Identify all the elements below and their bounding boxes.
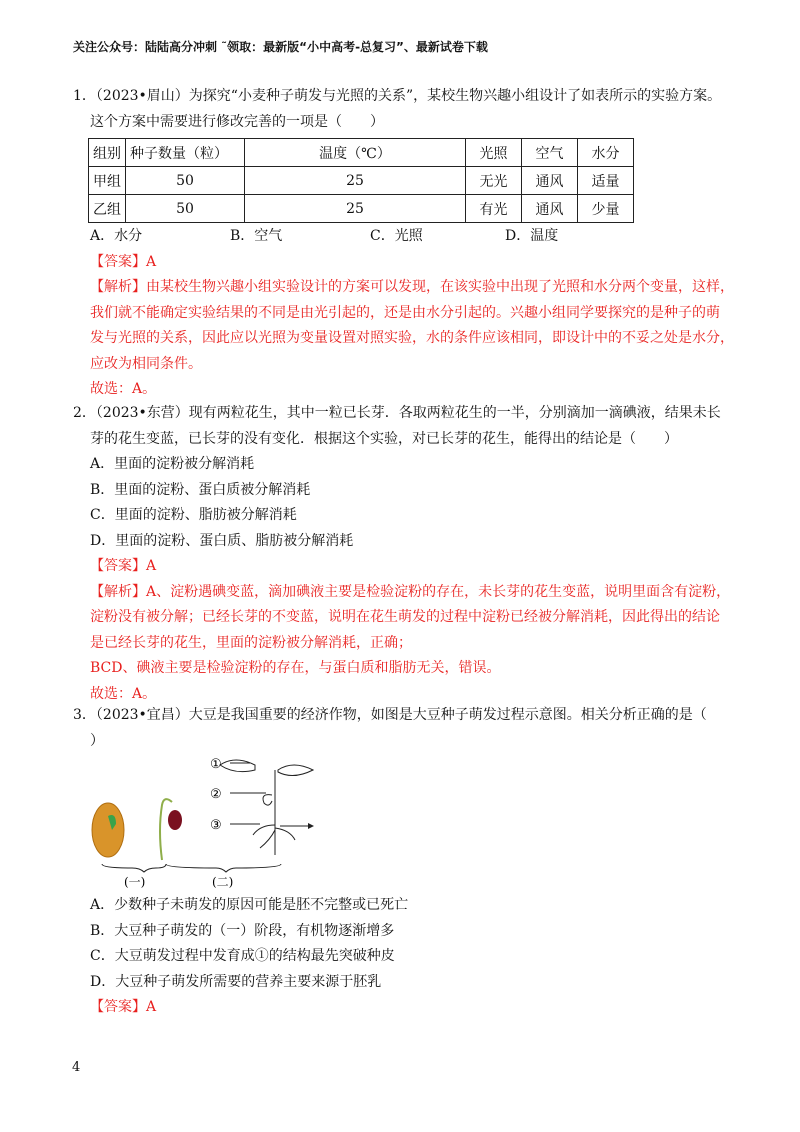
conclusion: 故选：A。 (90, 381, 157, 397)
label-1: ① (210, 757, 222, 772)
stage-1-label: (一) (124, 875, 146, 889)
question-2 (73, 401, 738, 707)
question-text: 3．（2023•宜昌）大豆是我国重要的经济作物，如图是大豆种子萌发过程示意图。相关分析正确的是（ (73, 707, 707, 723)
soybean-germination-figure (80, 750, 360, 890)
option-a: A．里面的淀粉被分解消耗 (90, 456, 255, 472)
table-cell: 有光 (466, 195, 522, 223)
table-row (89, 167, 634, 195)
option-c: C．里面的淀粉、脂肪被分解消耗 (90, 507, 297, 523)
table-cell: 50 (126, 195, 245, 223)
arrow-icon (308, 823, 314, 829)
answer: 【答案】A (90, 253, 157, 270)
question-text: 这个方案中需要进行修改完善的一项是（ ） (90, 113, 384, 130)
table-cell: 通风 (522, 195, 578, 223)
option-c: C．光照 (370, 228, 423, 244)
analysis-line: 我们就不能确定实验结果的不同是由光引起的，还是由水分引起的。兴趣小组同学要探究的是种子的萌 (90, 304, 720, 321)
options (73, 224, 738, 250)
option-a: A．少数种子未萌发的原因可能是胚不完整或已死亡 (90, 897, 409, 913)
question-text: 芽的花生变蓝，已长芽的没有变化．根据这个实验，对已长芽的花生，能得出的结论是（ ） (90, 430, 678, 447)
stage-2-label: (二) (212, 875, 234, 889)
cotyledon-icon (168, 810, 182, 830)
table-header: 水分 (578, 139, 634, 167)
option-d: D．里面的淀粉、蛋白质、脂肪被分解消耗 (90, 532, 354, 549)
table-header: 光照 (466, 139, 522, 167)
option-b: B．里面的淀粉、蛋白质被分解消耗 (90, 481, 311, 498)
question-3-options (73, 893, 738, 1021)
label-3: ③ (210, 818, 222, 833)
experiment-table (88, 138, 634, 223)
sprout-icon (160, 799, 172, 860)
option-a: A．水分 (90, 228, 143, 244)
option-d: D．温度 (505, 228, 559, 244)
analysis-line: 淀粉没有被分解；已经长芽的不变蓝，说明在花生萌发的过程中淀粉已经被分解消耗，因此得出的结论 (90, 609, 720, 625)
table-header: 温度（℃） (245, 139, 466, 167)
analysis-line: 【解析】由某校生物兴趣小组实验设计的方案可以发现，在该实验中出现了光照和水分两个变量，这样， (90, 279, 734, 295)
option-b: B．空气 (230, 228, 283, 244)
table-cell: 乙组 (89, 195, 126, 223)
question-3 (73, 703, 738, 754)
brace-icon (102, 864, 281, 872)
table-header: 种子数量（粒） (126, 139, 245, 167)
option-d: D．大豆种子萌发所需要的营养主要来源于胚乳 (90, 973, 382, 990)
question-1 (73, 84, 738, 135)
table-cell: 甲组 (89, 167, 126, 195)
seed-icon (92, 803, 124, 857)
leaves-icon (220, 760, 313, 776)
label-2: ② (210, 787, 222, 802)
table-header: 空气 (522, 139, 578, 167)
option-b: B．大豆种子萌发的（一）阶段，有机物逐渐增多 (90, 922, 395, 939)
roots-icon (253, 825, 295, 855)
stem-icon (263, 770, 275, 855)
option-c: C．大豆萌发过程中发育成①的结构最先突破种皮 (90, 948, 395, 964)
conclusion: 故选：A。 (90, 685, 157, 702)
analysis-line: 是已经长芽的花生，里面的淀粉被分解消耗，正确； (90, 634, 412, 651)
page-number: 4 (72, 1060, 81, 1075)
table-cell: 通风 (522, 167, 578, 195)
table-header: 组别 (89, 139, 126, 167)
analysis-line: 应改为相同条件。 (90, 355, 202, 372)
question-text: 1．（2023•眉山）为探究“小麦种子萌发与光照的关系”，某校生物兴趣小组设计了如表所示的实验方案。 (73, 88, 722, 104)
answer: 【答案】A (90, 999, 157, 1015)
page-header: 关注公众号：陆陆高分冲刺 ˜领取：最新版“小中高考-总复习”、最新试卷下载 (73, 40, 488, 54)
answer: 【答案】A (90, 558, 157, 574)
question-text: 2．（2023•东营）现有两粒花生，其中一粒已长芽．各取两粒花生的一半，分别滴加一滴碘液，结果未长 (73, 405, 721, 421)
table-cell: 少量 (578, 195, 634, 223)
analysis-line: BCD、碘液主要是检验淀粉的存在，与蛋白质和脂肪无关，错误。 (90, 660, 501, 676)
table-cell: 适量 (578, 167, 634, 195)
analysis-line: 发与光照的关系，因此应以光照为变量设置对照实验，水的条件应该相同，即设计中的不妥之处是水分， (90, 330, 734, 346)
table-cell: 50 (126, 167, 245, 195)
question-1-answer (73, 224, 738, 403)
question-text: ） (90, 732, 104, 749)
table-header-row (89, 139, 634, 167)
analysis-line: 【解析】A、淀粉遇碘变蓝，滴加碘液主要是检验淀粉的存在，未长芽的花生变蓝，说明里面含有淀粉， (90, 583, 731, 600)
table-cell: 无光 (466, 167, 522, 195)
table-row (89, 195, 634, 223)
table-cell: 25 (245, 167, 466, 195)
table-cell: 25 (245, 195, 466, 223)
